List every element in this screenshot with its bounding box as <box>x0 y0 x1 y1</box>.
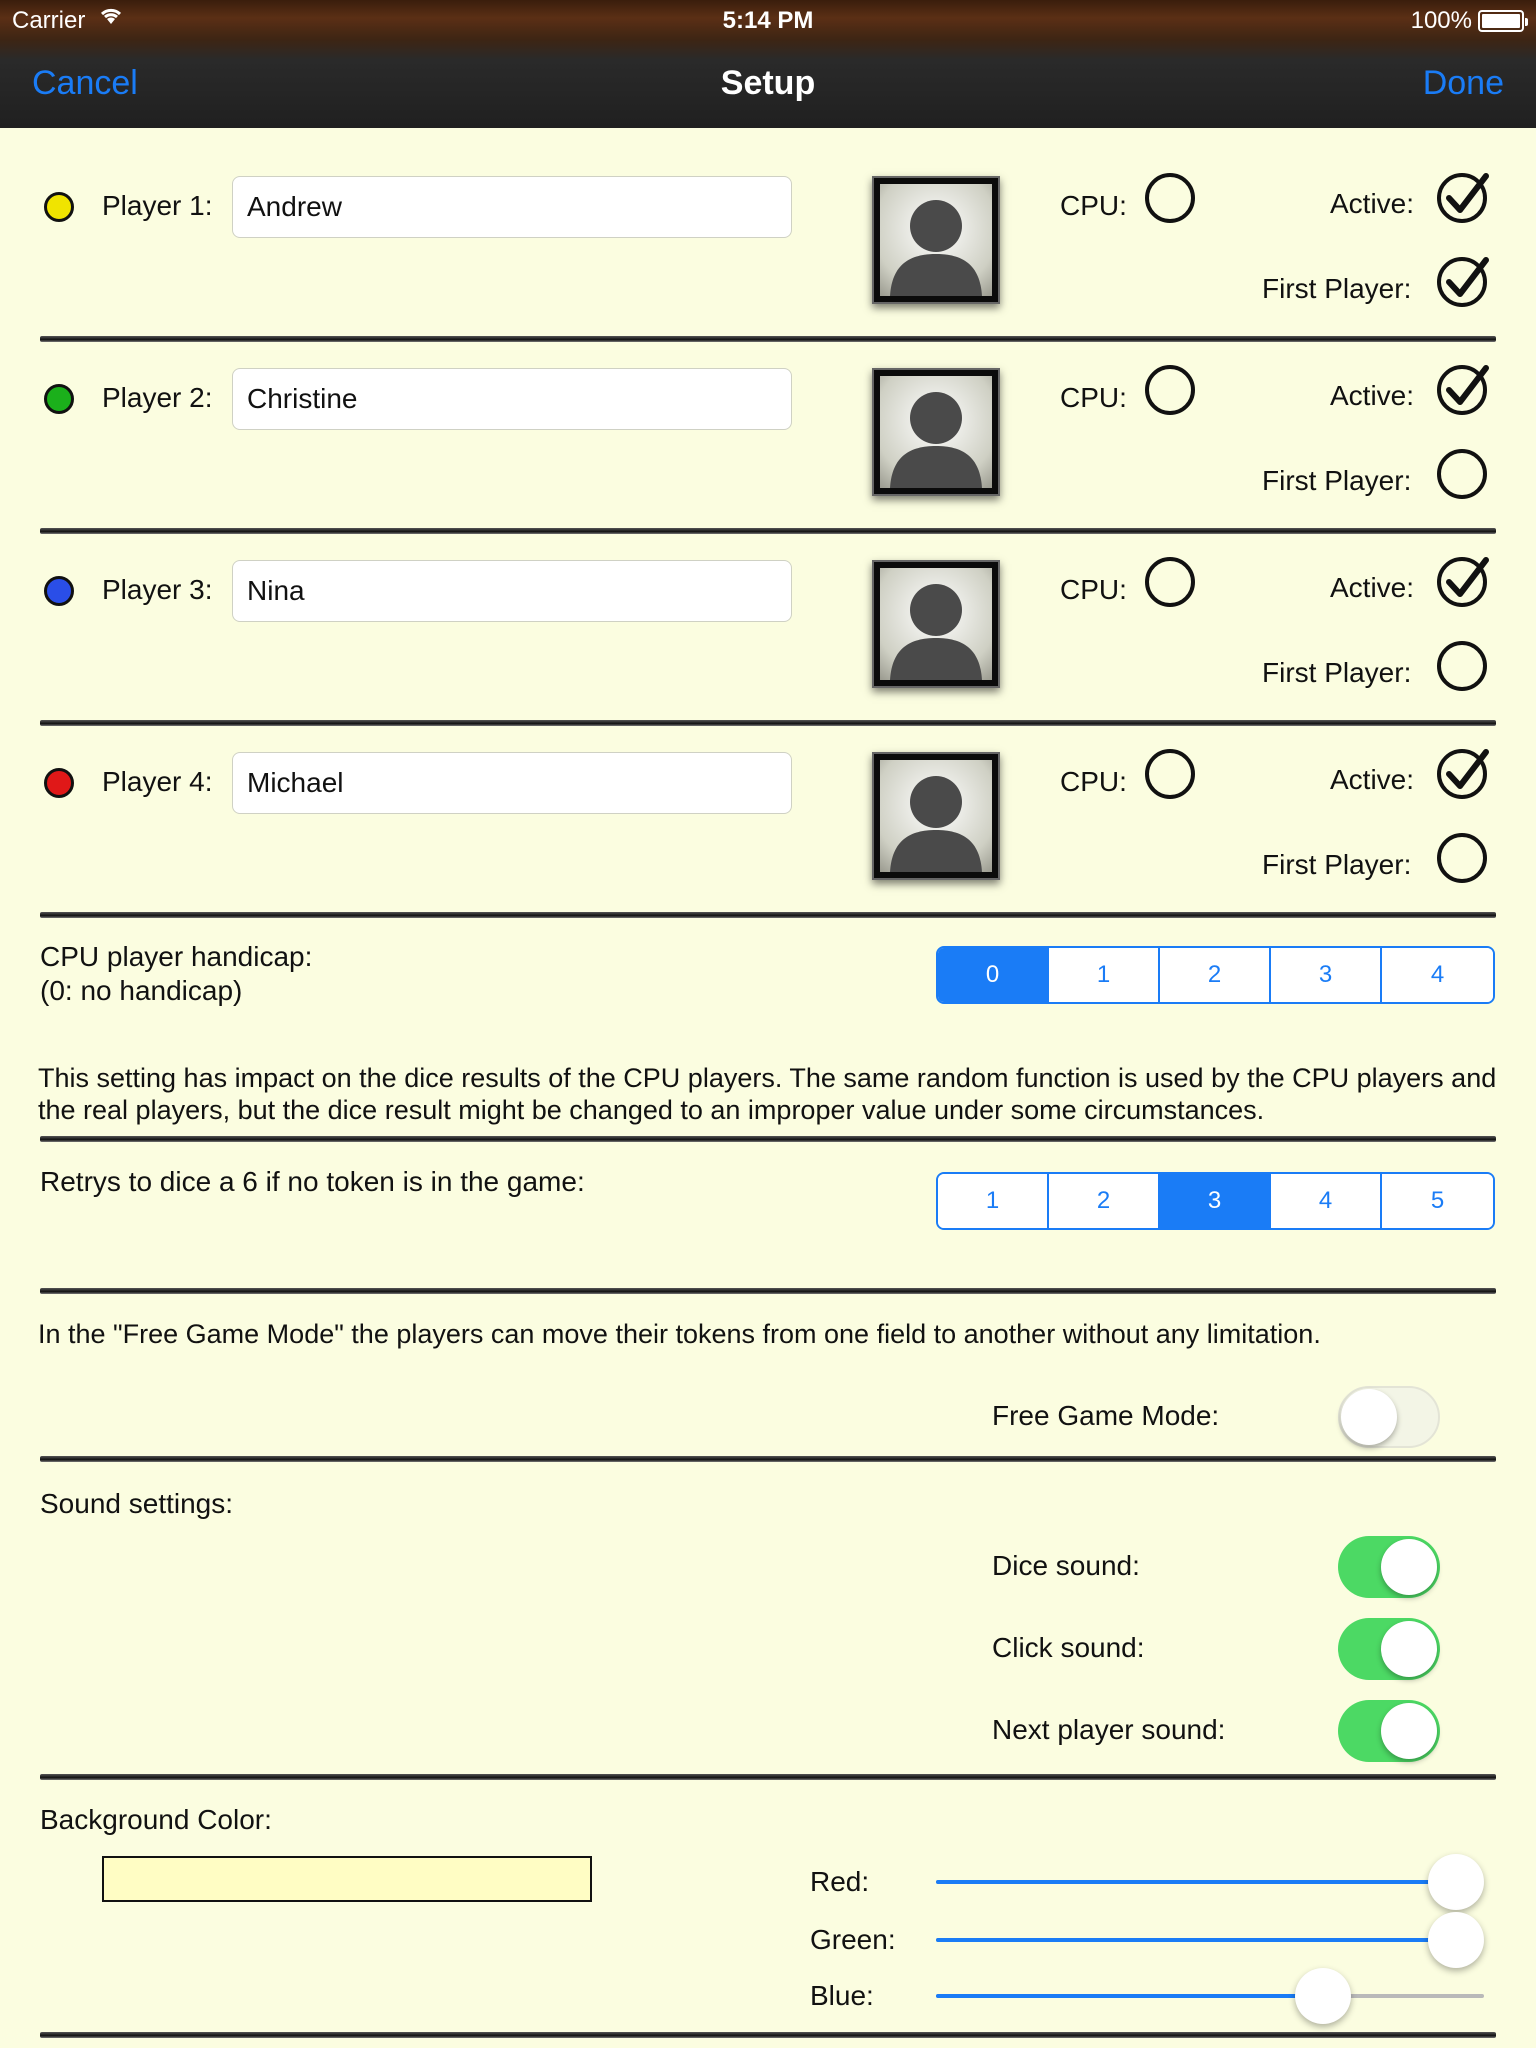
toggle-knob <box>1341 1389 1397 1445</box>
sound-toggle[interactable] <box>1338 1536 1440 1598</box>
first-player-radio[interactable] <box>1436 636 1492 692</box>
player-label: Player 3: <box>102 574 213 605</box>
sound-label: Next player sound: <box>992 1714 1226 1745</box>
cpu-label: CPU: <box>1060 190 1127 221</box>
free-game-description: In the "Free Game Mode" the players can move their tokens from one field to another without any limitation. <box>38 1319 1321 1349</box>
cpu-label: CPU: <box>1060 382 1127 413</box>
segment-option[interactable]: 5 <box>1382 1174 1493 1228</box>
first-player-label: First Player: <box>1262 849 1412 880</box>
slider-thumb[interactable] <box>1428 1912 1484 1968</box>
background-color-title: Background Color: <box>40 1804 272 1835</box>
retries-segmented-control[interactable] <box>936 1172 1495 1230</box>
active-checkbox[interactable] <box>1436 744 1492 800</box>
player-avatar[interactable] <box>872 368 1000 496</box>
first-player-label: First Player: <box>1262 465 1412 496</box>
battery-percent: 100% <box>1410 7 1472 34</box>
player-color-dot <box>44 384 74 414</box>
sound-label: Click sound: <box>992 1632 1145 1663</box>
player-name-input[interactable] <box>232 368 792 430</box>
cpu-radio[interactable] <box>1144 360 1200 416</box>
slider-fill <box>936 1880 1456 1884</box>
free-game-toggle[interactable] <box>1338 1386 1440 1448</box>
player-name-input[interactable] <box>232 176 792 238</box>
player-name-input[interactable] <box>232 560 792 622</box>
player-color-dot <box>44 768 74 798</box>
segment-option[interactable]: 3 <box>1160 1174 1271 1228</box>
first-player-radio[interactable] <box>1436 828 1492 884</box>
done-button[interactable]: Done <box>1422 64 1504 102</box>
active-label: Active: <box>1330 188 1415 219</box>
color-slider-label: Green: <box>810 1924 896 1955</box>
divider <box>40 1456 1496 1462</box>
avatar-placeholder-icon <box>880 760 992 872</box>
handicap-label <box>40 940 312 1008</box>
color-slider[interactable] <box>936 1966 1484 2026</box>
sound-toggle[interactable] <box>1338 1700 1440 1762</box>
page-title: Setup <box>720 64 816 102</box>
cpu-radio[interactable] <box>1144 168 1200 224</box>
cpu-radio[interactable] <box>1144 744 1200 800</box>
active-label: Active: <box>1330 572 1415 603</box>
handicap-description: This setting has impact on the dice results of the CPU players. The same random function is used by the CPU players and the real players, but the dice result might be changed to an improper value under some circumstances. <box>38 1063 1497 1125</box>
segment-option[interactable]: 1 <box>1049 948 1160 1002</box>
player-avatar[interactable] <box>872 176 1000 304</box>
first-player-label: First Player: <box>1262 273 1412 304</box>
sound-toggle[interactable] <box>1338 1618 1440 1680</box>
avatar-placeholder-icon <box>880 184 992 296</box>
segment-option[interactable]: 4 <box>1271 1174 1382 1228</box>
cancel-button[interactable]: Cancel <box>32 64 138 102</box>
handicap-label-line1: CPU player handicap: <box>40 941 313 972</box>
segment-option[interactable]: 2 <box>1049 1174 1160 1228</box>
slider-thumb[interactable] <box>1428 1854 1484 1910</box>
active-label: Active: <box>1330 380 1415 411</box>
avatar-placeholder-icon <box>880 376 992 488</box>
segment-option[interactable]: 3 <box>1271 948 1382 1002</box>
color-slider[interactable] <box>936 1910 1484 1970</box>
divider <box>40 1136 1496 1142</box>
handicap-segmented-control[interactable] <box>936 946 1495 1004</box>
first-player-label: First Player: <box>1262 657 1412 688</box>
top-bar <box>0 0 1536 128</box>
sound-settings-title: Sound settings: <box>40 1488 234 1519</box>
retries-label: Retrys to dice a 6 if no token is in the game: <box>40 1166 585 1197</box>
player-color-dot <box>44 192 74 222</box>
cpu-label: CPU: <box>1060 766 1127 797</box>
active-checkbox[interactable] <box>1436 552 1492 608</box>
avatar-placeholder-icon <box>880 568 992 680</box>
slider-fill <box>936 1938 1456 1942</box>
color-slider[interactable] <box>936 1852 1484 1912</box>
first-player-radio[interactable] <box>1436 252 1492 308</box>
color-slider-label: Red: <box>810 1866 870 1897</box>
divider <box>40 528 1496 534</box>
battery-icon <box>1478 10 1524 32</box>
color-slider-label: Blue: <box>810 1980 874 2011</box>
toggle-knob <box>1381 1539 1437 1595</box>
free-game-label: Free Game Mode: <box>992 1400 1220 1431</box>
toggle-knob <box>1381 1703 1437 1759</box>
segment-option[interactable]: 4 <box>1382 948 1493 1002</box>
divider <box>40 1774 1496 1780</box>
active-checkbox[interactable] <box>1436 360 1492 416</box>
player-name-input[interactable] <box>232 752 792 814</box>
player-label: Player 1: <box>102 190 213 221</box>
cpu-radio[interactable] <box>1144 552 1200 608</box>
active-label: Active: <box>1330 764 1415 795</box>
handicap-label-line2: (0: no handicap) <box>40 975 243 1006</box>
divider <box>40 336 1496 342</box>
segment-option[interactable]: 1 <box>938 1174 1049 1228</box>
player-label: Player 2: <box>102 382 213 413</box>
divider <box>40 720 1496 726</box>
clock: 5:14 PM <box>722 7 814 34</box>
divider <box>40 2032 1496 2038</box>
divider <box>40 1288 1496 1294</box>
player-avatar[interactable] <box>872 560 1000 688</box>
status-bar <box>0 0 1536 40</box>
cpu-label: CPU: <box>1060 574 1127 605</box>
slider-thumb[interactable] <box>1295 1968 1351 2024</box>
carrier-label: Carrier <box>12 7 86 34</box>
sound-label: Dice sound: <box>992 1550 1140 1581</box>
segment-option[interactable]: 2 <box>1160 948 1271 1002</box>
slider-fill <box>936 1994 1323 1998</box>
divider <box>40 912 1496 918</box>
active-checkbox[interactable] <box>1436 168 1492 224</box>
background-color-swatch <box>102 1856 592 1902</box>
player-label: Player 4: <box>102 766 213 797</box>
segment-option[interactable]: 0 <box>938 948 1049 1002</box>
toggle-knob <box>1381 1621 1437 1677</box>
first-player-radio[interactable] <box>1436 444 1492 500</box>
player-color-dot <box>44 576 74 606</box>
player-avatar[interactable] <box>872 752 1000 880</box>
